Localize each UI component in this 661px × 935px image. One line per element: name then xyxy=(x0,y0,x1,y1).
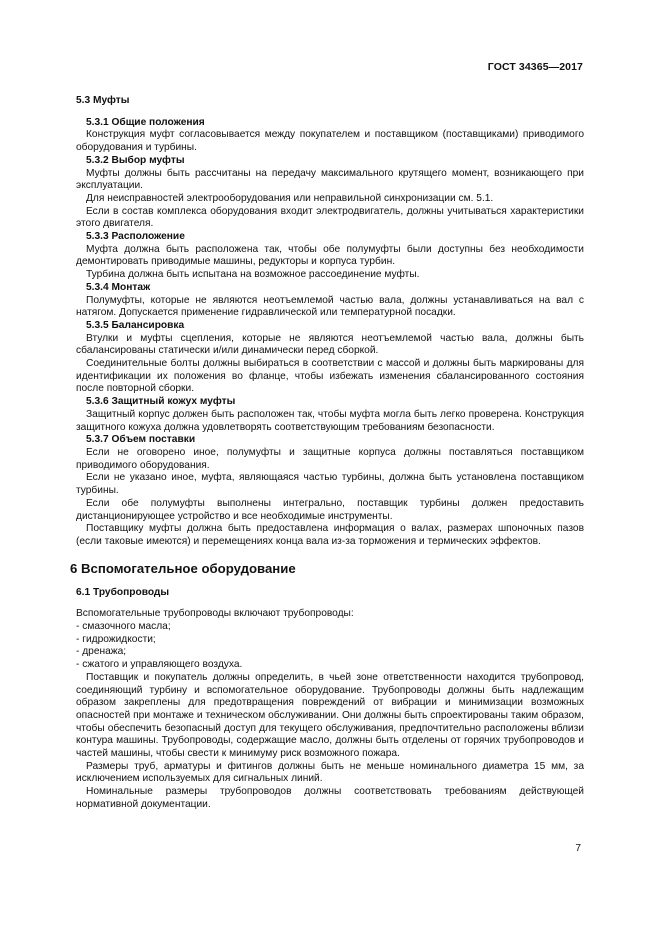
paragraph: Если в состав комплекса оборудования входит электродвигатель, должны учитываться характеристики этого двигателя. xyxy=(76,205,584,230)
section-5-3-1-title: 5.3.1 Общие положения xyxy=(86,116,205,128)
paragraph: Вспомогательные трубопроводы включают трубопроводы: xyxy=(76,608,354,620)
paragraph: Полумуфты, которые не являются неотъемлемой частью вала, должны устанавливаться на вал с натягом. Допускается применение гидравлической или температурной посадки. xyxy=(76,294,584,319)
paragraph: Размеры труб, арматуры и фитингов должны быть не меньше номинального диаметра 15 мм, за исключением используемых для сигнальных линий. xyxy=(76,760,584,785)
paragraph: Для неисправностей электрооборудования или неправильной синхронизации см. 5.1. xyxy=(86,192,494,204)
list-item: - смазочного масла; xyxy=(76,621,171,633)
paragraph: Поставщику муфты должна быть предоставлена информация о валах, размерах шпоночных пазов (если таковые имеются) и перемещениях конца вала из-за торможения и термических эффектов. xyxy=(76,523,584,547)
paragraph: Муфты должны быть рассчитаны на передачу максимального крутящего момент, возникающего при эксплуатации. xyxy=(76,167,584,192)
section-5-3-title: 5.3 Муфты xyxy=(76,95,130,106)
list-item: - дренажа; xyxy=(76,646,127,658)
paragraph: Защитный корпус должен быть расположен так, чтобы муфта могла быть легко проверена. Конструкция защитного кожуха должна удовлетворять соответствующим требованиям безопасности. xyxy=(76,408,584,433)
section-6-1-title: 6.1 Трубопроводы xyxy=(76,586,170,598)
section-5-3-4-title: 5.3.4 Монтаж xyxy=(86,281,151,293)
paragraph: Втулки и муфты сцепления, которые не являются неотъемлемой частью вала, должны быть сбалансированы статически и/или динамически перед сборкой. xyxy=(76,332,584,357)
section-5-3-6-title: 5.3.6 Защитный кожух муфты xyxy=(86,396,236,408)
section-5-3-7-title: 5.3.7 Объем поставки xyxy=(86,434,196,446)
paragraph: Турбина должна быть испытана на возможное рассоединение муфты. xyxy=(86,269,420,281)
paragraph: Если обе полумуфты выполнены интегрально, поставщик турбины должен предоставить дистанционирующее устройство и все необходимые инструменты. xyxy=(76,497,584,522)
paragraph: Если не оговорено иное, полумуфты и защитные корпуса должны поставляться поставщиком приводимого оборудования. xyxy=(76,446,584,471)
paragraph: Соединительные болты должны выбираться в соответствии с массой и должны быть маркированы для идентификации их положения во фланце, чтобы избежать изменения сбалансированного состояния после повторной сборки. xyxy=(76,358,584,395)
section-5-3-2-title: 5.3.2 Выбор муфты xyxy=(86,154,185,166)
section-5-3-5-title: 5.3.5 Балансировка xyxy=(86,319,185,331)
pipeline-list xyxy=(76,621,584,672)
paragraph: Поставщик и покупатель должны определить, в чьей зоне ответственности находится трубопровод, соединяющий турбину и вспомогательное оборудование. Трубопроводы должны быть надлежащим образом закреплены для предотвращения повреждений от вибрации и минимизации возможных опасностей при монтаже и техническом обслуживании. Они должны быть спроектированы таким образом, чтобы обеспечить безопасный доступ для текущего обслуживания, предпочтительно расположены вблизи контура машины. Трубопроводы, содержащие масло, должны быть отделены от горячих трубопроводов и частей машины, чтобы свести к минимуму риск возможного пожара. xyxy=(76,671,584,760)
page-content xyxy=(70,95,584,812)
document-id: ГОСТ 34365—2017 xyxy=(487,61,583,73)
list-item: - гидрожидкости; xyxy=(76,633,156,645)
section-6-title: 6 Вспомогательное оборудование xyxy=(70,560,296,576)
paragraph: Номинальные размеры трубопроводов должны соответствовать требованиям действующей нормативной документации. xyxy=(76,786,584,810)
paragraph: Если не указано иное, муфта, являющаяся частью турбины, должна быть установлена поставщиком турбины. xyxy=(76,472,584,497)
paragraph: Муфта должна быть расположена так, чтобы обе полумуфты были доступны без необходимости демонтировать приводимые машины, редукторы и корпуса турбин. xyxy=(76,243,584,268)
section-5-3-3-title: 5.3.3 Расположение xyxy=(86,231,185,243)
list-item: - сжатого и управляющего воздуха. xyxy=(76,659,243,671)
paragraph: Конструкция муфт согласовывается между покупателем и поставщиком (поставщиками) приводимого оборудования и турбины. xyxy=(76,129,584,154)
page-number: 7 xyxy=(575,843,581,854)
